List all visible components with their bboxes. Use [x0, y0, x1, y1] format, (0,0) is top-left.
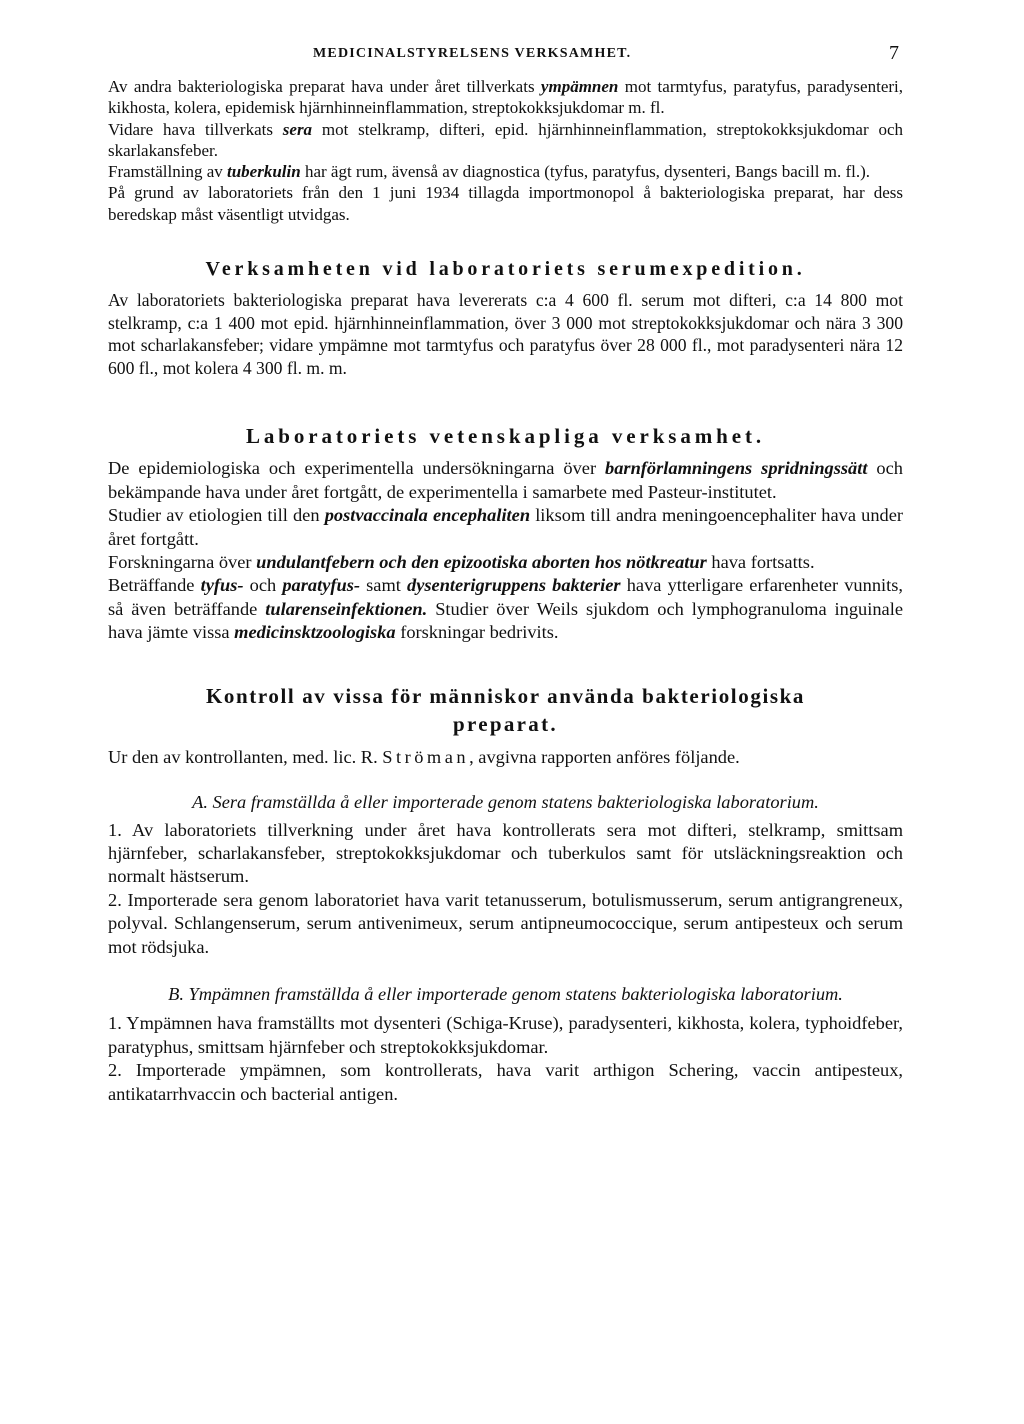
- document-page: [108, 40, 903, 1106]
- paragraph: Beträffande tyfus- och paratyfus- samt dysenterigruppens bakterier hava ytterligare erfarenheter vunnits, så även beträffande tularenseinfektionen. Studier över Weils sjukdom och lymphogranuloma inguinale hava jämte vissa medicinsktzoologiska forskningar bedrivits.: [108, 575, 903, 643]
- list-item: 1. Av laboratoriets tillverkning under året hava kontrollerats sera mot difteri, stelkramp, smittsam hjärnfeber, scharlakansfeber, streptokokksjukdomar och tuberkulos samt för utsläckningsreaktion och normalt hästserum.: [108, 819, 903, 887]
- kontroll-section: [108, 746, 903, 1106]
- paragraph: Vidare hava tillverkats sera mot stelkramp, difteri, epid. hjärnhinneinflammation, streptokokksjukdomar och skarlakansfeber.: [108, 119, 903, 160]
- paragraph: Av andra bakteriologiska preparat hava under året tillverkats ympämnen mot tarmtyfus, paratyfus, paradysenteri, kikhosta, kolera, epidemisk hjärnhinneinflammation, streptokokksjukdomar m. fl.: [108, 77, 903, 118]
- section-heading-kontroll: [108, 682, 903, 738]
- vetenskapliga-section: [108, 457, 903, 644]
- page-number: 7: [889, 42, 899, 64]
- paragraph: Studier av etiologien till den postvaccinala encephaliten liksom till andra meningoencephaliter hava under året fortgått.: [108, 505, 904, 549]
- section-heading-serumexpedition: Verksamheten vid laboratoriets serumexpedition.: [205, 258, 806, 281]
- serumexpedition-section: [108, 289, 903, 379]
- running-header: [108, 40, 903, 70]
- list-item: 1. Ympämnen hava framställts mot dysenteri (Schiga-Kruse), paradysenteri, kikhosta, kolera, typhoidfeber, paratyphus, smittsam hjärnfeber och streptokokksjukdomar.: [108, 1013, 903, 1057]
- section-heading-vetenskapliga: Laboratoriets vetenskapliga verksamhet.: [246, 424, 765, 449]
- subheading-b: B. Ympämnen framställda å eller importerade genom statens bakteriologiska laboratorium.: [168, 983, 843, 1004]
- heading-line: Kontroll av vissa för människor använda bakteriologiska: [205, 683, 806, 708]
- running-title: MEDICINALSTYRELSENS VERKSAMHET.: [313, 46, 632, 61]
- paragraph: Forskningarna över undulantfebern och den epizootiska aborten hos nötkreatur hava fortsatts.: [108, 552, 815, 573]
- heading-line: preparat.: [453, 711, 558, 736]
- list-item: 2. Importerade sera genom laboratoriet hava varit tetanusserum, botulismusserum, serum antigrangreneux, polyval. Schlangenserum, serum antivenimeux, serum antipneumococcique, serum antipesteux och serum mot rödsjuka.: [108, 889, 903, 957]
- subheading-a: A. Sera framställda å eller importerade genom statens bakteriologiska laboratorium.: [192, 792, 819, 813]
- list-item: 2. Importerade ympämnen, som kontrollerats, hava varit arthigon Schering, vaccin antipesteux, antikatarrhvaccin och bacterial antigen.: [108, 1060, 903, 1104]
- intro-section: [108, 76, 903, 225]
- paragraph: De epidemiologiska och experimentella undersökningarna över barnförlamningens spridningssätt och bekämpande hava under året fortgått, de experimentella i samarbete med Pasteur-institutet.: [108, 458, 903, 502]
- paragraph: Ur den av kontrollanten, med. lic. R. Ströman, avgivna rapporten anföres följande.: [108, 746, 740, 767]
- paragraph: Framställning av tuberkulin har ägt rum, ävenså av diagnostica (tyfus, paratyfus, dysenteri, Bangs bacill m. fl.).: [108, 162, 871, 182]
- person-name: Ströman: [382, 746, 470, 767]
- paragraph: Av laboratoriets bakteriologiska preparat hava levererats c:a 4 600 fl. serum mot difteri, c:a 14 800 mot stelkramp, c:a 1 400 mot epid. hjärnhinneinflammation, över 3 000 mot streptokokksjukdomar och nära 3 300 mot scharlakansfeber; vidare ympämne mot tarmtyfus och paratyfus över 28 000 fl., mot paradysenteri nära 12 600 fl., mot kolera 4 300 fl. m. m.: [108, 290, 903, 378]
- paragraph: På grund av laboratoriets från den 1 juni 1934 tillagda importmonopol å bakteriologiska preparat, har dess beredskap måst väsentligt utvidgas.: [108, 183, 903, 224]
